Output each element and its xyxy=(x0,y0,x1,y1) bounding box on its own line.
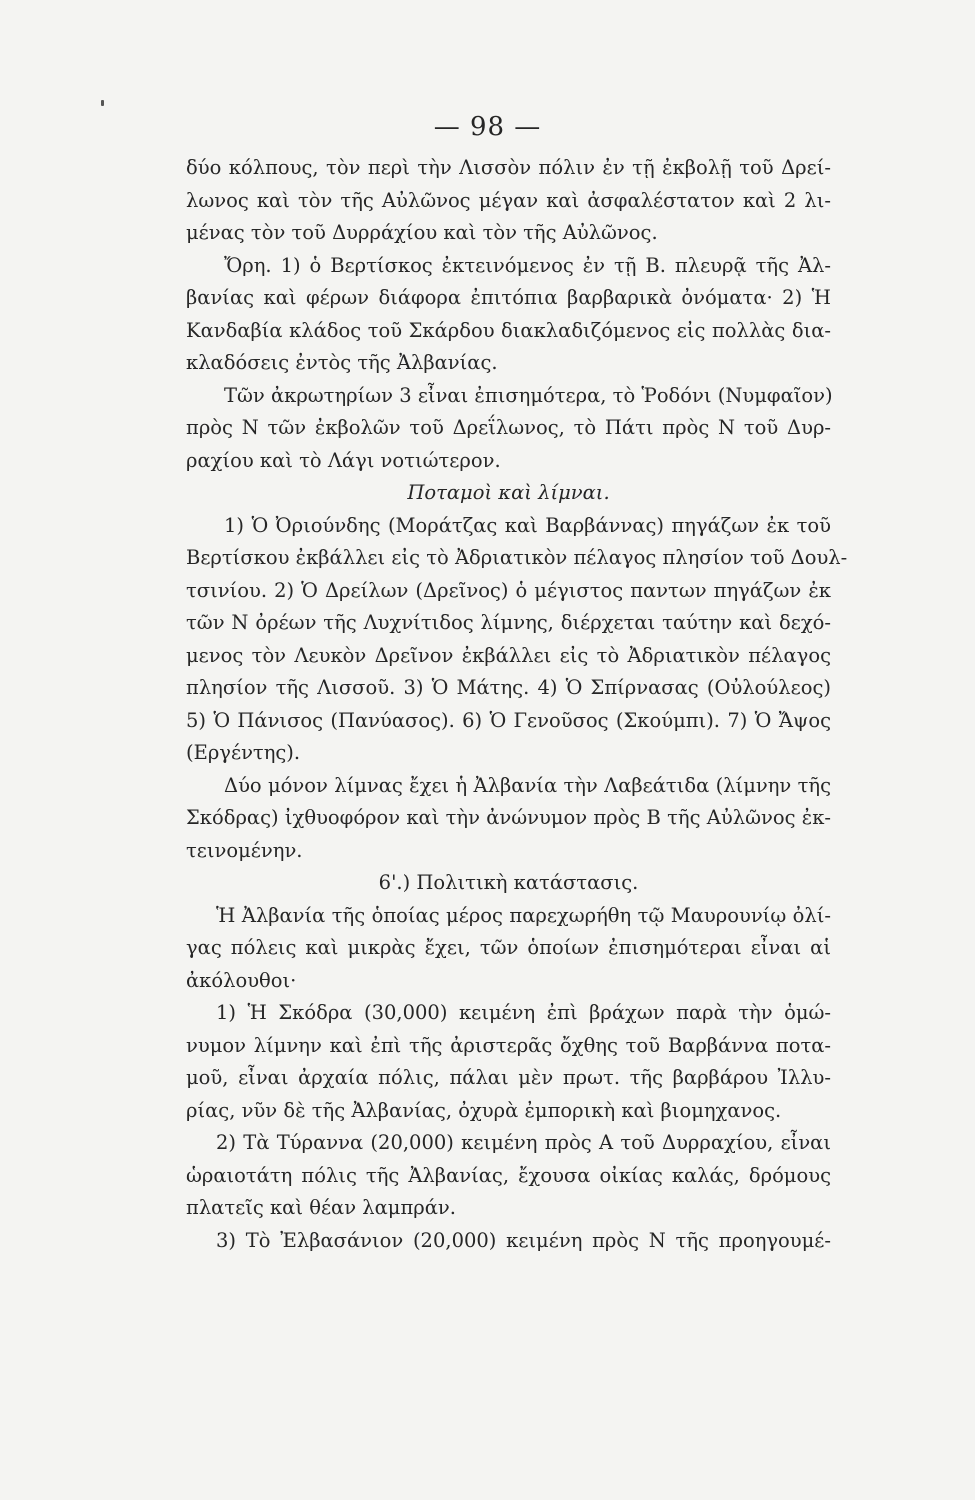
text-line: τσινίου. 2) Ὁ Δρείλων (Δρεῖνος) ὁ μέγιστος παντων πηγάζων ἐκ xyxy=(186,578,831,602)
text-line: 1) Ὁ Ὀριούνδης (Μοράτζας καὶ Βαρβάννας) πηγάζων ἐκ τοῦ xyxy=(224,513,831,537)
ink-speck xyxy=(101,100,104,106)
text-line: ἀκόλουθοι· xyxy=(186,968,297,992)
text-line: μοῦ, εἶναι ἀρχαία πόλις, πάλαι μὲν πρωτ. τῆς βαρβάρου Ἰλλυ- xyxy=(186,1066,831,1089)
text-line: νυμον λίμνην καὶ ἐπὶ τῆς ἀριστερᾶς ὄχθης τοῦ Βαρβάννα ποτα- xyxy=(186,1033,831,1057)
text-line: γας πόλεις καὶ μικρὰς ἔχει, τῶν ὁποίων ἐπισημότεραι εἶναι αἱ xyxy=(186,936,831,959)
text-line: μένας τὸν τοῦ Δυρράχίου καὶ τὸν τῆς Αὐλῶνος. xyxy=(186,221,658,244)
text-line: πλατεῖς καὶ θέαν λαμπράν. xyxy=(186,1196,456,1219)
text-line: μενος τὸν Λευκὸν Δρεῖνον ἐκβάλλει εἰς τὸ Ἀδριατικὸν πέλαγος xyxy=(186,643,831,667)
text-line: Κανδαβία κλάδος τοῦ Σκάρδου διακλαδιζόμενος εἰς πολλὰς δια- xyxy=(186,318,831,342)
text-line: βανίας καὶ φέρων διάφορα ἐπιτόπια βαρβαρικὰ ὀνόματα· 2) Ἡ xyxy=(186,286,831,309)
text-line: τῶν Ν ὀρέων τῆς Λυχνίτιδος λίμνης, διέρχεται ταύτην καὶ δεχό- xyxy=(186,611,831,634)
text-line: Ὄρη. 1) ὁ Βερτίσκος ἐκτεινόμενος ἐν τῇ Β. πλευρᾷ τῆς Ἀλ- xyxy=(224,253,831,277)
text-line: λωνος καὶ τὸν τῆς Αὐλῶνος μέγαν καὶ ἀσφαλέστατον καὶ 2 λι- xyxy=(186,188,831,212)
section-heading-political-state: 6'.) Πολιτικὴ κατάστασις. xyxy=(378,871,639,894)
text-line: 2) Τὰ Τύραννα (20,000) κειμένη πρὸς Α τοῦ Δυρραχίου, εἶναι xyxy=(216,1131,831,1154)
text-line: Τῶν ἀκρωτηρίων 3 εἶναι ἐπισημότερα, τὸ Ῥοδόνι (Νυμφαῖον) xyxy=(224,383,833,407)
text-line: δύο κόλπους, τὸν περὶ τὴν Λισσὸν πόλιν ἐν τῇ ἐκβολῇ τοῦ Δρεί- xyxy=(186,156,831,179)
text-line: ρίας, νῦν δὲ τῆς Ἀλβανίας, ὀχυρὰ ἐμπορικὴ καὶ βιομηχανος. xyxy=(186,1098,782,1122)
text-line: (Εργέντης). xyxy=(186,741,301,764)
text-line: 3) Τὸ Ἐλβασάνιον (20,000) κειμένη πρὸς Ν τῆς προηγουμέ- xyxy=(216,1228,831,1252)
text-line: πρὸς Ν τῶν ἐκβολῶν τοῦ Δρεΐλωνος, τὸ Πάτι πρὸς Ν τοῦ Δυρ- xyxy=(186,416,831,439)
text-line: 1) Ἡ Σκόδρα (30,000) κειμένη ἐπὶ βράχων παρὰ τὴν ὁμώ- xyxy=(216,1001,831,1024)
text-line: Σκόδρας) ἰχθυοφόρον καὶ τὴν ἀνώνυμον πρὸς Β τῆς Αὐλῶνος ἐκ- xyxy=(186,806,831,829)
section-heading-rivers-lakes: Ποταμοὶ καὶ λίμναι. xyxy=(407,481,610,504)
text-line: πλησίον τῆς Λισσοῦ. 3) Ὁ Μάτης. 4) Ὁ Σπίρνασας (Οὐλούλεος) xyxy=(186,676,831,699)
text-line: Βερτίσκου ἐκβάλλει εἰς τὸ Ἀδριατικὸν πέλαγος πλησίον τοῦ Δουλ- xyxy=(186,546,848,569)
text-line: Δύο μόνον λίμνας ἔχει ἡ Ἀλβανία τὴν Λαβεάτιδα (λίμνην τῆς xyxy=(224,773,831,797)
text-line: κλαδόσεις ἐντὸς τῆς Ἀλβανίας. xyxy=(186,351,498,374)
page-number: — 98 — xyxy=(433,112,542,142)
body-text xyxy=(186,152,848,1257)
text-line: 5) Ὁ Πάνισος (Πανύασος). 6) Ὁ Γενοῦσος (Σκούμπι). 7) Ὁ Ἄψος xyxy=(186,708,831,732)
text-line: ραχίου καὶ τὸ Λάγι νοτιώτερον. xyxy=(186,448,501,472)
text-line: Ἡ Ἀλβανία τῆς ὁποίας μέρος παρεχωρήθη τῷ Μαυρουνίῳ ὀλί- xyxy=(216,903,831,927)
text-line: ὡραιοτάτη πόλις τῆς Ἀλβανίας, ἔχουσα οἰκίας καλάς, δρόμους xyxy=(186,1163,831,1187)
text-line: τεινομένην. xyxy=(186,838,303,862)
